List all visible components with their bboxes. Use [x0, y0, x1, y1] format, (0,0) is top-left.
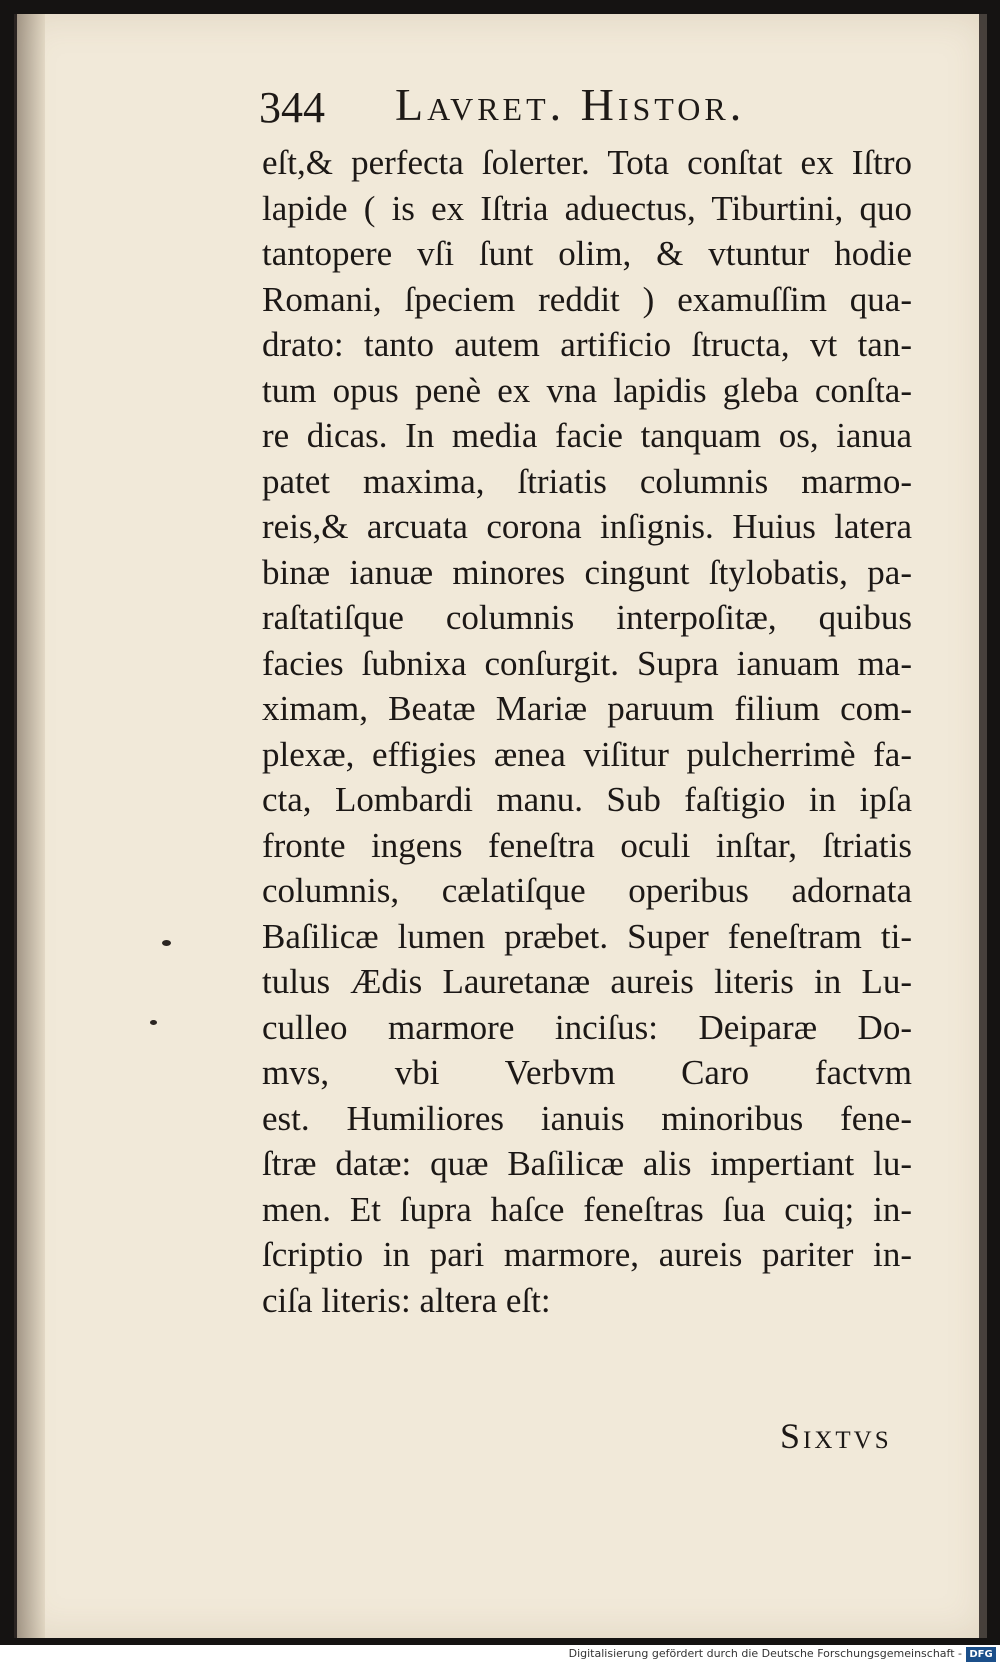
funding-credit: Digitalisierung gefördert durch die Deutsche Forschungsgemeinschaft -: [568, 1647, 962, 1660]
footer-bar: [0, 1645, 1000, 1666]
text-line: tantopere vſi ſunt olim, & vtuntur hodie: [262, 234, 912, 273]
text-line: tulus Ædis Lauretanæ aureis literis in Lu-: [262, 962, 912, 1001]
ink-speck: [162, 940, 171, 946]
text-line: fronte ingens feneſtra oculi inſtar, ſtriatis: [262, 825, 912, 865]
text-line: columnis, cælatiſque operibus adornata: [262, 871, 912, 910]
page-edge: [979, 14, 987, 1638]
text-line: culleo marmore inciſus: Deiparæ Do-: [262, 1007, 912, 1047]
text-line: plexæ, effigies ænea viſitur pulcherrimè fa-: [262, 734, 912, 774]
text-line: Baſilicæ lumen præbet. Super feneſtram ti-: [262, 916, 912, 956]
text-line: reis,& arcuata corona inſignis. Huius latera: [262, 507, 912, 546]
page-header: [255, 78, 915, 138]
text-line: facies ſubnixa conſurgit. Supra ianuam ma-: [262, 643, 912, 683]
text-line: patet maxima, ſtriatis columnis marmo-: [262, 461, 912, 501]
body-text: [262, 140, 912, 1323]
dfg-logo: DFG: [966, 1647, 996, 1662]
text-line: binæ ianuæ minores cingunt ſtylobatis, pa-: [262, 552, 912, 592]
page-gutter-shadow: [17, 14, 45, 1638]
text-line: raſtatiſque columnis interpoſitæ, quibus: [262, 598, 912, 637]
text-line: mvs, vbi Verbvm Caro factvm: [262, 1053, 912, 1092]
text-line: men. Et ſupra haſce feneſtras ſua cuiq; in-: [262, 1189, 912, 1229]
text-line: ſtræ datæ: quæ Baſilicæ alis impertiant lu-: [262, 1144, 912, 1183]
text-line: tum opus penè ex vna lapidis gleba conſta-: [262, 370, 912, 410]
catchword: Sixtvs: [780, 1416, 892, 1456]
running-head: Lavret. Histor.: [395, 79, 746, 130]
text-line: cta, Lombardi manu. Sub faſtigio in ipſa: [262, 780, 912, 819]
text-line: ximam, Beatæ Mariæ paruum filium com-: [262, 689, 912, 728]
text-line: ciſa literis: altera eſt:: [262, 1280, 551, 1320]
text-line: ſcriptio in pari marmore, aureis pariter in-: [262, 1235, 912, 1274]
text-line: Romani, ſpeciem reddit ) examuſſim qua-: [262, 279, 912, 319]
text-line: drato: tanto autem artificio ſtructa, vt tan-: [262, 325, 912, 364]
page-number: 344: [259, 83, 325, 132]
text-line: est. Humiliores ianuis minoribus fene-: [262, 1098, 912, 1138]
text-line: re dicas. In media facie tanquam os, ianua: [262, 416, 912, 455]
ink-speck: [150, 1020, 157, 1025]
text-line: lapide ( is ex Iſtria aduectus, Tiburtini, quo: [262, 188, 912, 228]
text-line: eſt,& perfecta ſolerter. Tota conſtat ex Iſtro: [262, 143, 912, 182]
